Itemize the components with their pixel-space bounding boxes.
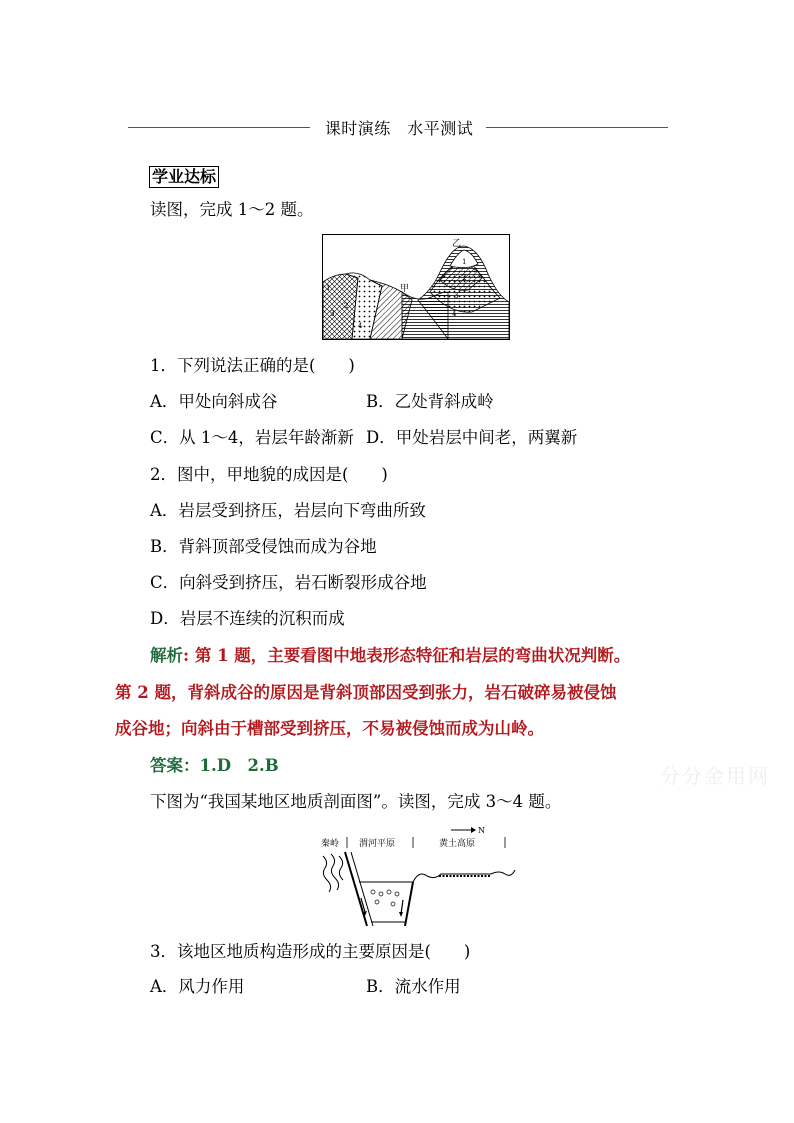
q1-option-b: B．乙处背斜成岭 — [366, 392, 494, 411]
watermark: 分分金用网 — [660, 764, 770, 788]
fault-left — [345, 852, 367, 926]
q2-option-c: C．向斜受到挤压，岩石断裂形成谷地 — [150, 573, 427, 592]
q2-option-b: B．背斜顶部受侵蚀而成为谷地 — [150, 537, 377, 556]
q2-stem: 2．图中，甲地貌的成因是( ) — [150, 465, 388, 484]
qinling-slope-3 — [339, 856, 343, 880]
label-layer-3-left: 3 — [330, 310, 335, 318]
page-header — [128, 116, 668, 138]
label-layer-2-right: 2 — [462, 274, 467, 282]
header-rule-right — [486, 127, 668, 128]
label-weihe-plain: 渭河平原 — [359, 839, 396, 849]
answer-value: ：1.D 2.B — [183, 756, 279, 775]
q2-option-a: A．岩层受到挤压，岩层向下弯曲所致 — [150, 501, 426, 520]
label-layer-1-right: 1 — [462, 258, 467, 266]
intro-q3-4: 下图为“我国某地区地质剖面图”。读图，完成 3～4 题。 — [150, 792, 562, 811]
header-rule-left — [128, 127, 310, 128]
label-layer-1-left: 1 — [326, 284, 331, 292]
analysis-line-3: 成谷地；向斜由于槽部受到挤压，不易被侵蚀而成为山岭。 — [115, 719, 544, 738]
q1-option-c: C．从 1～4，岩层年龄渐新 — [150, 428, 354, 447]
q1-option-d: D．甲处岩层中间老，两翼新 — [366, 428, 578, 447]
q2-option-d: D．岩层不连续的沉积而成 — [150, 609, 345, 628]
geological-profile-figure — [315, 822, 525, 928]
q3-option-a: A．风力作用 — [150, 977, 245, 996]
label-layer-4-left: 4 — [358, 322, 363, 330]
section-label: 学业达标 — [149, 166, 219, 188]
analysis-line-2: 第 2 题，背斜成谷的原因是背斜顶部因受到张力，岩石破碎易被侵蚀 — [115, 683, 617, 702]
answer-label: 答案 — [150, 756, 183, 775]
q3-option-b: B．流水作用 — [366, 977, 461, 996]
q3-stem: 3．该地区地质构造形成的主要原因是( ) — [150, 942, 471, 961]
analysis-label: 解析 — [150, 646, 183, 665]
fault-arrow-right — [401, 900, 403, 914]
fault-left-inner — [351, 852, 373, 926]
label-yi: 乙 — [452, 239, 462, 249]
header-title: 课时演练 水平测试 — [324, 119, 474, 138]
q1-stem: 1．下列说法正确的是( ) — [150, 356, 355, 375]
north-arrow-head — [471, 827, 476, 833]
label-qinling: 秦岭 — [321, 839, 340, 849]
analysis-line-1 — [150, 645, 630, 667]
label-layer-4-right: 4 — [452, 310, 457, 318]
label-jia: 甲 — [400, 284, 410, 294]
q1-option-a: A．甲处向斜成谷 — [150, 392, 278, 411]
north-label: N — [478, 826, 485, 835]
intro-q1-2: 读图，完成 1～2 题。 — [150, 200, 314, 219]
answer-line — [150, 755, 279, 777]
label-layer-3-right: 3 — [454, 292, 459, 300]
qinling-slope-1 — [323, 856, 331, 892]
label-layer-2-left: 2 — [344, 302, 349, 310]
fold-cross-section-figure — [322, 234, 510, 340]
analysis-text-1: : 第 1 题，主要看图中地表形态特征和岩层的弯曲状况判断。 — [183, 646, 631, 665]
label-loess-plateau: 黄土高原 — [439, 839, 476, 849]
qinling-slope-2 — [331, 854, 339, 890]
fault-right — [405, 882, 413, 926]
